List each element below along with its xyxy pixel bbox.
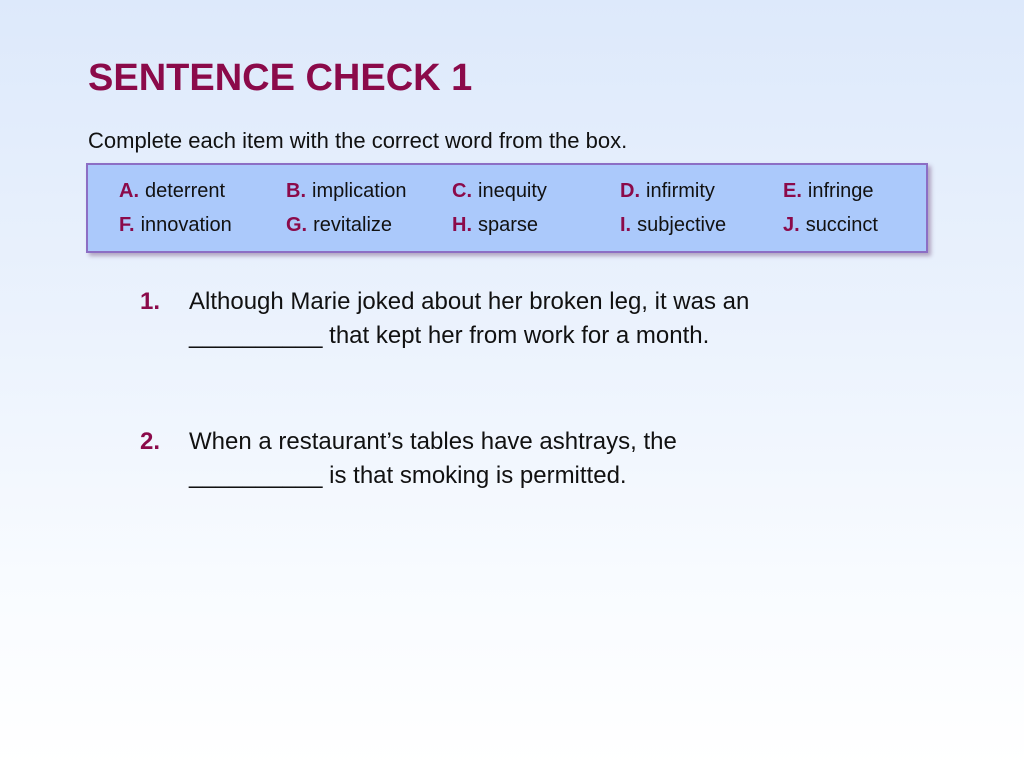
word-option-letter: B. xyxy=(286,180,306,202)
word-option-letter: C. xyxy=(452,180,472,202)
word-option-d xyxy=(620,179,715,203)
word-option-text: infringe xyxy=(807,180,874,202)
word-option-letter: F. xyxy=(119,214,135,236)
word-option-text: revitalize xyxy=(313,214,393,236)
word-option-h xyxy=(452,213,538,237)
word-option-i xyxy=(620,213,726,237)
word-option-letter: A. xyxy=(119,180,139,202)
item-text-line: Although Marie joked about her broken leg, it was an xyxy=(189,288,750,315)
word-option-text: subjective xyxy=(637,214,727,236)
word-option-text: inequity xyxy=(478,180,547,202)
word-option-letter: D. xyxy=(620,180,640,202)
item-number: 1. xyxy=(140,288,161,315)
word-option-g xyxy=(286,213,392,237)
slide-title: SENTENCE CHECK 1 xyxy=(88,57,473,99)
word-option-text: infirmity xyxy=(646,180,715,202)
item-text-line: __________ is that smoking is permitted. xyxy=(189,462,627,489)
word-box xyxy=(86,163,928,253)
word-option-j xyxy=(783,213,878,237)
word-option-text: innovation xyxy=(140,214,232,236)
instructions-text: Complete each item with the correct word from the box. xyxy=(88,128,628,153)
item-text-line: When a restaurant’s tables have ashtrays, the xyxy=(189,428,677,455)
word-option-letter: J. xyxy=(783,214,800,236)
word-option-text: succinct xyxy=(805,214,878,236)
word-option-letter: I. xyxy=(620,214,632,236)
word-option-text: deterrent xyxy=(145,180,226,202)
word-option-f xyxy=(119,213,232,237)
item-text xyxy=(189,285,889,353)
word-option-a xyxy=(119,179,225,203)
item-number: 2. xyxy=(140,428,161,455)
item-text-line: __________ that kept her from work for a month. xyxy=(189,322,710,349)
sentence-item-1 xyxy=(140,285,900,355)
word-option-e xyxy=(783,179,874,203)
word-option-text: sparse xyxy=(478,214,539,236)
word-option-text: implication xyxy=(312,180,407,202)
word-option-letter: G. xyxy=(286,214,308,236)
item-text xyxy=(189,425,889,493)
word-option-letter: E. xyxy=(783,180,802,202)
sentence-item-2 xyxy=(140,425,900,495)
word-option-c xyxy=(452,179,547,203)
word-option-letter: H. xyxy=(452,214,472,236)
word-option-b xyxy=(286,179,406,203)
